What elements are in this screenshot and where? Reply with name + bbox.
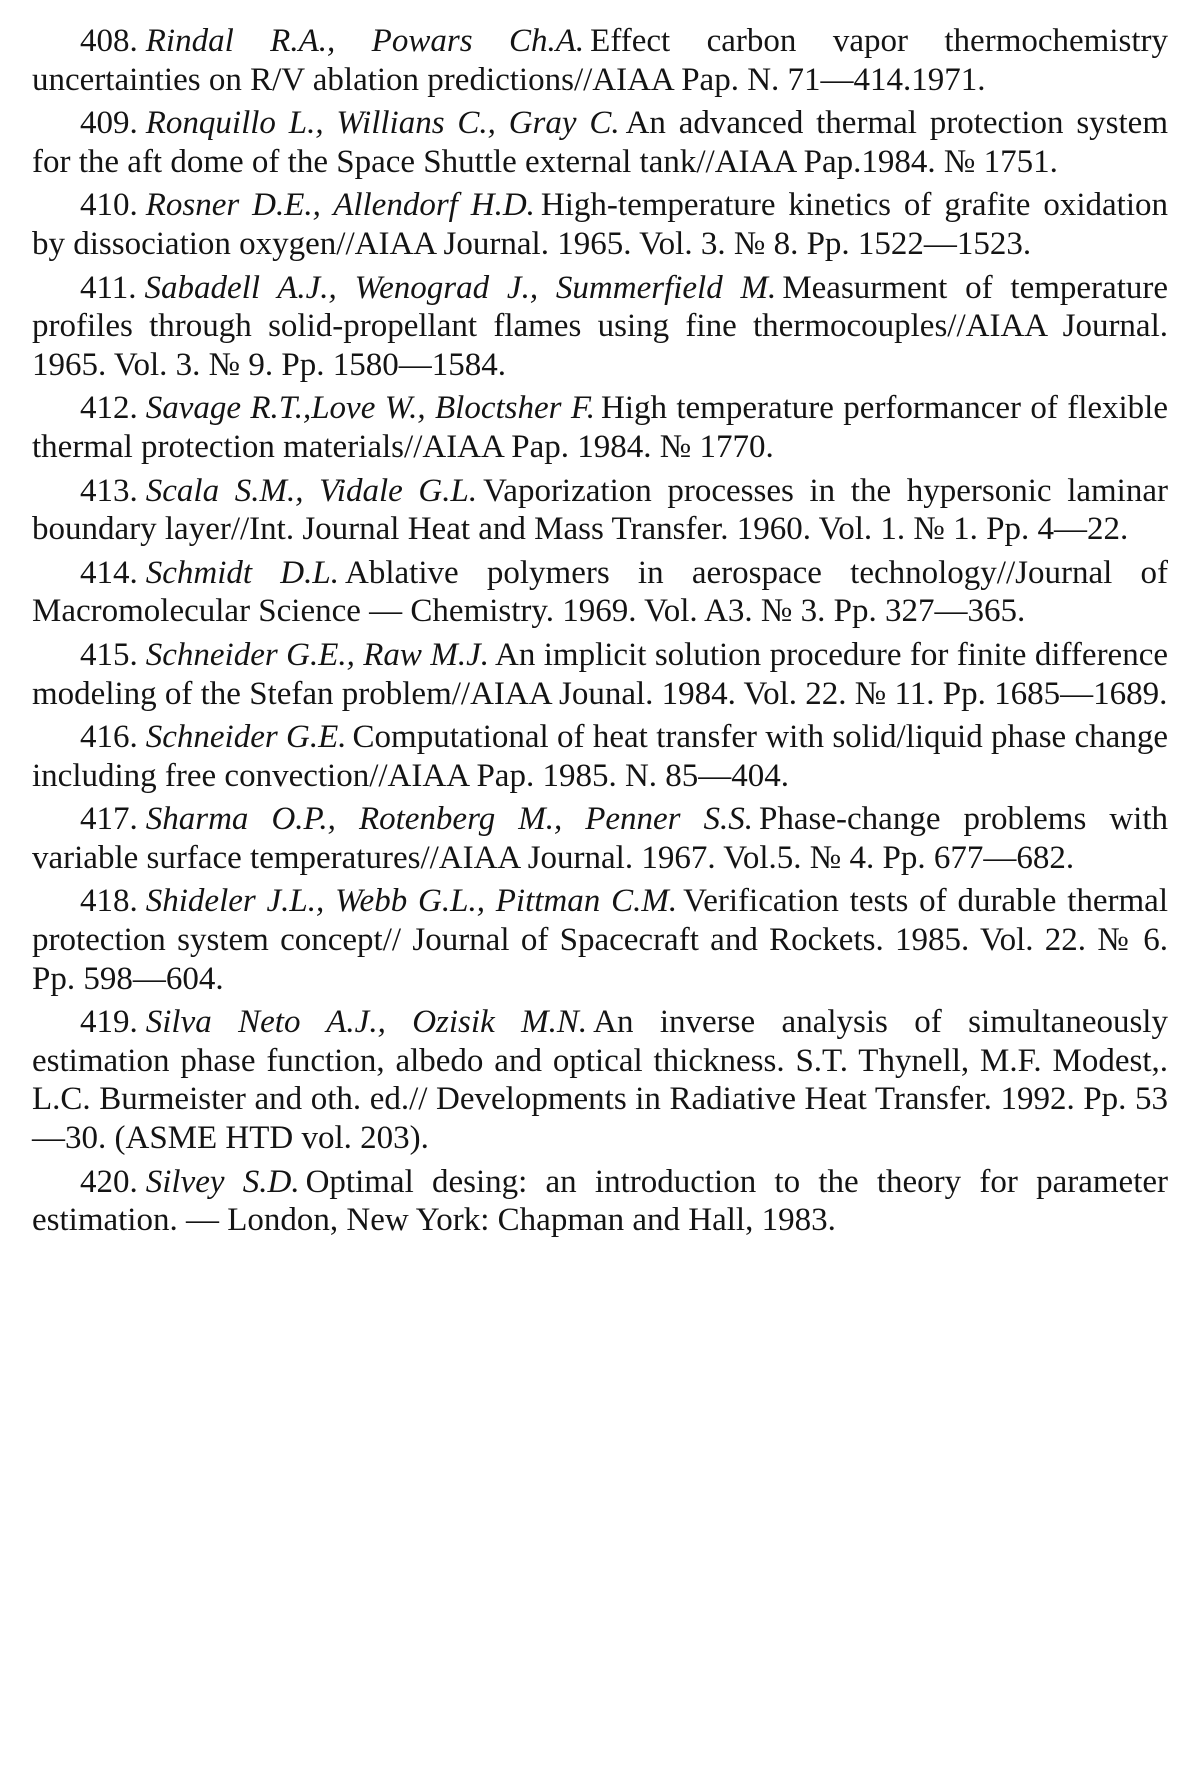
reference-text: Vaporization processes in the hypersonic laminar boundary layer//Int. Journal Heat and Mass Transfer. 1960. Vol. 1. № 1. Pp. 4—22. bbox=[32, 472, 1168, 548]
reference-number: 409. bbox=[80, 105, 138, 142]
reference-text: Measurment of temperature profiles through solid-propellant flames using fine thermocouples//AIAA Journal. 1965. Vol. 3. № 9. Pp. 1580—1584. bbox=[32, 269, 1168, 383]
reference-authors: Scala S.M., Vidale G.L. bbox=[145, 472, 478, 509]
reference-authors: Rosner D.E., Allendorf H.D. bbox=[145, 187, 535, 224]
reference-number: 412. bbox=[80, 390, 138, 427]
reference-text: Phase-change problems with variable surface temperatures//AIAA Journal. 1967. Vol.5. № 4. Pp. 677—682. bbox=[32, 801, 1168, 876]
reference-text: An implicit solution procedure for finite difference modeling of the Stefan problem//AIAA Jounal. 1984. Vol. 22. № 11. Pp. 1685—1689. bbox=[32, 636, 1168, 712]
reference-text: Ablative polymers in aerospace technology//Journal of Macromolecular Science — Chemistry. 1969. Vol. A3. № 3. Pp. 327—365. bbox=[32, 554, 1168, 630]
reference-411 bbox=[32, 269, 1168, 385]
reference-417 bbox=[32, 800, 1168, 877]
reference-number: 417. bbox=[80, 801, 138, 838]
reference-419 bbox=[32, 1003, 1168, 1157]
reference-authors: Savage R.T.,Love W., Bloctsher F. bbox=[145, 390, 596, 427]
reference-authors: Shideler J.L., Webb G.L., Pittman C.M. bbox=[145, 883, 678, 920]
reference-410 bbox=[32, 186, 1168, 263]
reference-text: High temperature performancer of flexible thermal protection materials//AIAA Pap. 1984. № 1770. bbox=[32, 390, 1168, 465]
reference-408 bbox=[32, 22, 1168, 99]
reference-text: Verification tests of durable thermal protection system concept// Journal of Spacecraft and Rockets. 1985. Vol. 22. № 6. Pp. 598—604. bbox=[32, 883, 1168, 997]
reference-list bbox=[32, 22, 1168, 1245]
reference-authors: Sabadell A.J., Wenograd J., Summerfield M. bbox=[144, 269, 777, 306]
reference-412 bbox=[32, 389, 1168, 466]
reference-authors: Ronquillo L., Willians C., Gray C. bbox=[145, 105, 620, 142]
reference-number: 414. bbox=[80, 554, 138, 591]
reference-number: 413. bbox=[80, 472, 138, 509]
reference-409 bbox=[32, 104, 1168, 181]
reference-number: 419. bbox=[80, 1004, 138, 1041]
reference-415 bbox=[32, 636, 1168, 713]
reference-authors: Silvey S.D. bbox=[145, 1163, 300, 1200]
reference-text: An advanced thermal protection system for the aft dome of the Space Shuttle external tank//AIAA Pap.1984. № 1751. bbox=[32, 105, 1168, 180]
reference-authors: Rindal R.A., Powars Ch.A. bbox=[145, 23, 585, 59]
reference-420 bbox=[32, 1163, 1168, 1240]
reference-authors: Sharma O.P., Rotenberg M., Penner S.S. bbox=[145, 801, 754, 838]
reference-number: 416. bbox=[80, 719, 138, 756]
reference-number: 408. bbox=[80, 23, 138, 59]
reference-414 bbox=[32, 554, 1168, 631]
reference-418 bbox=[32, 882, 1168, 998]
reference-416 bbox=[32, 718, 1168, 795]
reference-number: 415. bbox=[80, 636, 138, 673]
reference-number: 420. bbox=[80, 1163, 138, 1200]
reference-text: High-temperature kinetics of grafite oxidation by dissociation oxygen//AIAA Journal. 1965. Vol. 3. № 8. Pp. 1522—1523. bbox=[32, 187, 1168, 262]
reference-413 bbox=[32, 472, 1168, 549]
reference-authors: Silva Neto A.J., Ozisik M.N. bbox=[145, 1004, 588, 1041]
reference-text: Computational of heat transfer with solid/liquid phase change including free convection//AIAA Pap. 1985. N. 85—404. bbox=[32, 719, 1168, 794]
reference-authors: Schneider G.E. bbox=[145, 719, 347, 756]
reference-authors: Schneider G.E., Raw M.J. bbox=[145, 636, 489, 673]
reference-number: 410. bbox=[80, 187, 138, 224]
reference-text: Effect carbon vapor thermochemistry uncertainties on R/V ablation predictions//AIAA Pap. N. 71—414.1971. bbox=[32, 23, 1168, 98]
reference-authors: Schmidt D.L. bbox=[145, 554, 339, 591]
reference-text: Optimal desing: an introduction to the theory for parameter estimation. — London, New York: Chapman and Hall, 1983. bbox=[32, 1163, 1169, 1239]
reference-number: 411. bbox=[80, 269, 137, 306]
reference-number: 418. bbox=[80, 883, 138, 920]
reference-text: An inverse analysis of simultaneously estimation phase function, albedo and optical thickness. S.T. Thynell, M.F. Modest,. L.C. Burmeister and oth. ed.// Developments in Radiative Heat Transfer. 1992. Pp. 53—30. (ASME HTD vol. 203). bbox=[32, 1004, 1168, 1157]
